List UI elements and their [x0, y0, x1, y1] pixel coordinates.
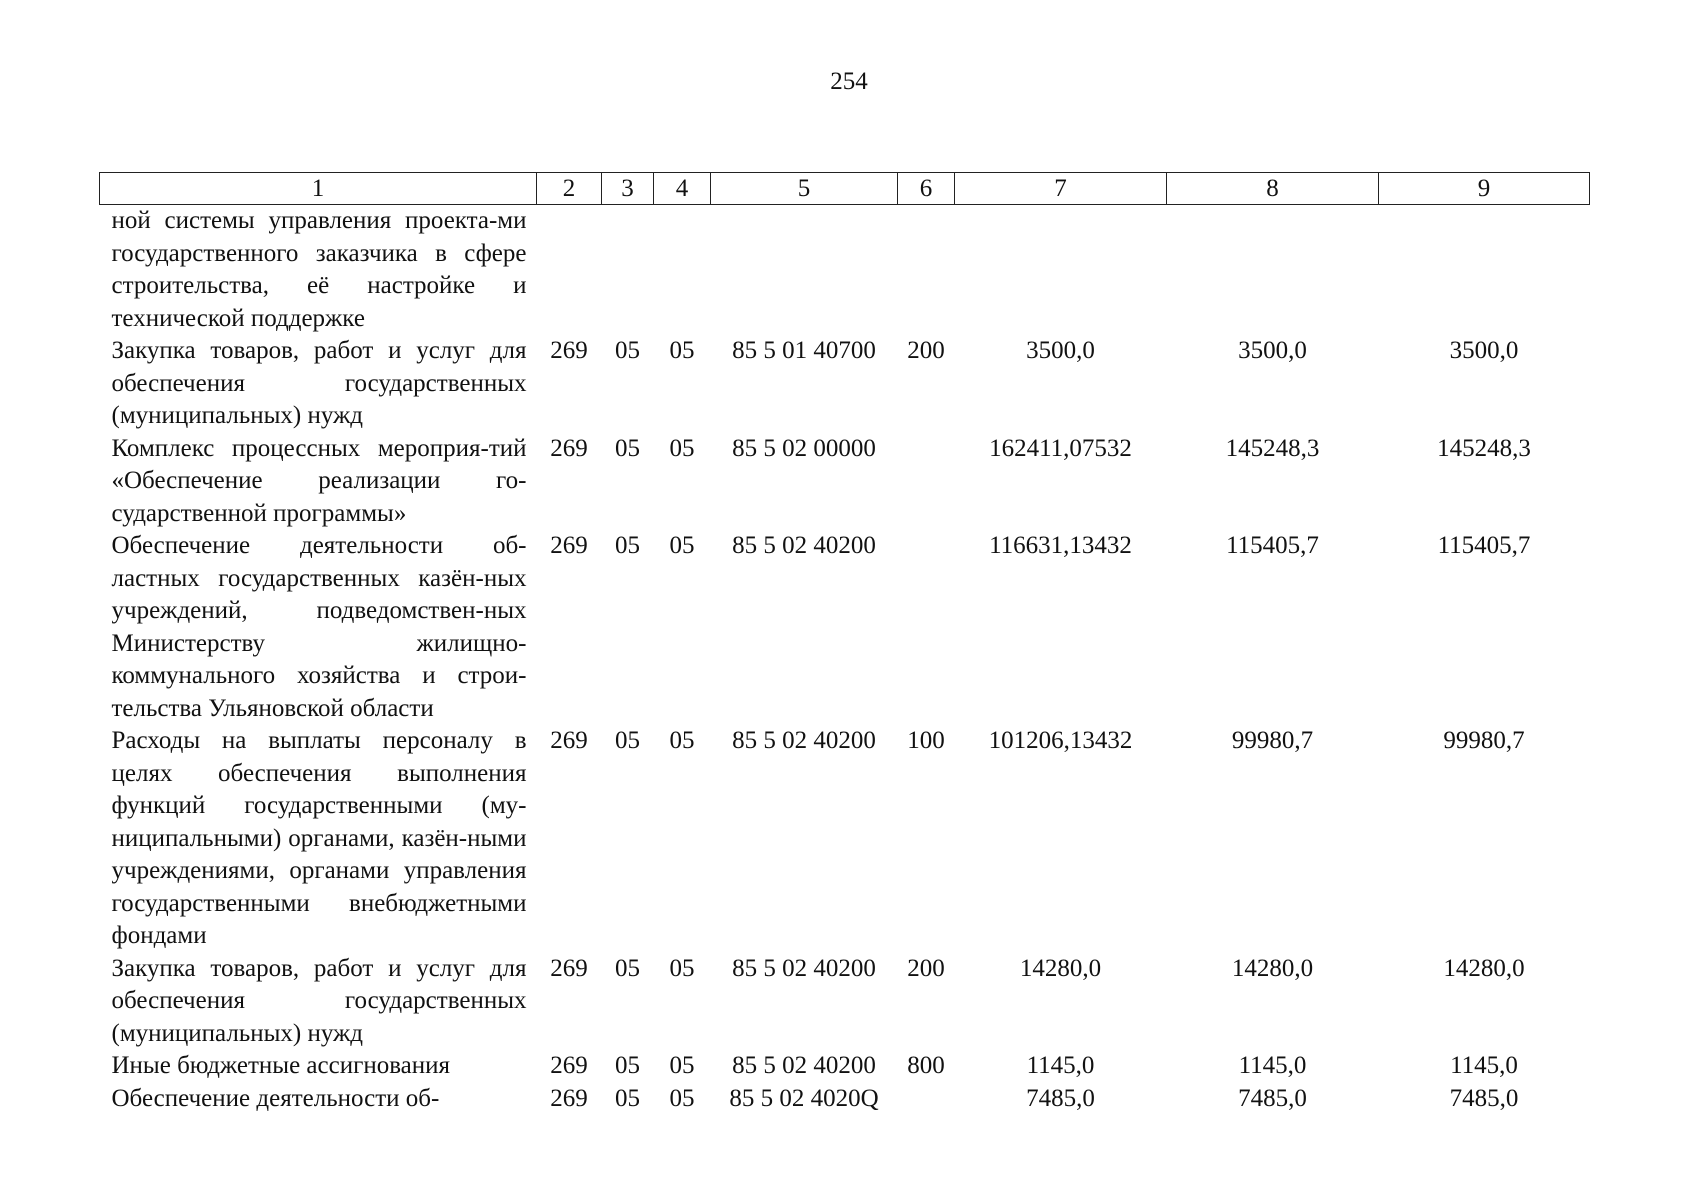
target-article-code: 85 5 02 40200 — [732, 532, 876, 559]
expense-type-code — [898, 1083, 955, 1116]
subsection-code: 05 — [669, 1052, 695, 1079]
table-row — [100, 205, 1590, 336]
subsection-code: 05 — [669, 337, 695, 364]
subsection-code: 05 — [669, 727, 695, 754]
amount-col-7: 14280,0 — [1019, 954, 1102, 982]
target-article-code — [711, 205, 898, 336]
table-row — [100, 953, 1590, 1051]
column-header-2: 2 — [537, 173, 602, 205]
amount-col-8: 3500,0 — [1238, 337, 1307, 364]
amount-col-8: 14280,0 — [1231, 954, 1314, 982]
amount-col-7: 3500,0 — [1026, 337, 1095, 364]
row-description: Закупка товаров, работ и услуг для обеспечения государственных (муниципальных) нужд — [111, 954, 527, 1047]
amount-col-8: 145248,3 — [1225, 434, 1320, 462]
section-code: 05 — [615, 1052, 640, 1079]
target-article-code: 85 5 01 40700 — [732, 337, 876, 364]
section-code — [602, 205, 654, 336]
section-code: 05 — [615, 727, 640, 754]
column-header-4: 4 — [654, 173, 711, 205]
amount-col-8: 115405,7 — [1226, 532, 1319, 559]
target-article-code: 85 5 02 40200 — [732, 954, 876, 982]
row-description: Расходы на выплаты персоналу в целях обеспечения выполнения функций государственными (му-ниципальными) органами, казён-ными учреждениями, органами управления государственными внебюджетными фондами — [111, 727, 527, 949]
page-number: 254 — [830, 68, 868, 95]
subsection-code: 05 — [669, 954, 695, 982]
amount-col-8: 1145,0 — [1238, 1052, 1307, 1079]
table-body — [100, 205, 1590, 1116]
target-article-code: 85 5 02 40200 — [732, 1052, 876, 1079]
amount-col-7: 7485,0 — [1026, 1084, 1095, 1112]
ministry-code: 269 — [550, 954, 588, 982]
ministry-code: 269 — [550, 1084, 588, 1112]
section-code: 05 — [615, 434, 640, 462]
subsection-code — [654, 205, 711, 336]
column-header-3: 3 — [602, 173, 654, 205]
expense-type-code — [898, 530, 955, 725]
amount-col-9: 115405,7 — [1437, 532, 1531, 559]
table-row — [100, 1083, 1590, 1116]
expense-type-code — [898, 205, 955, 336]
ministry-code — [537, 205, 602, 336]
expense-type-code: 200 — [907, 337, 945, 364]
amount-col-8: 99980,7 — [1231, 727, 1314, 754]
ministry-code: 269 — [550, 1052, 588, 1079]
table-header — [100, 173, 1590, 205]
column-header-9: 9 — [1379, 173, 1590, 205]
expense-type-code: 800 — [907, 1052, 945, 1079]
amount-col-9: 7485,0 — [1449, 1084, 1519, 1112]
row-description: Обеспечение деятельности об-ластных государственных казён-ных учреждений, подведомствен-ных Министерству жилищно-коммунального хозяйства и строи-тельства Ульяновской области — [111, 532, 527, 722]
subsection-code: 05 — [669, 532, 695, 559]
expense-type-code: 100 — [907, 727, 945, 754]
amount-col-7: 1145,0 — [1026, 1052, 1095, 1079]
amount-col-7: 101206,13432 — [988, 727, 1133, 754]
column-header-1: 1 — [100, 173, 537, 205]
amount-col-7 — [955, 205, 1167, 336]
header-row — [100, 173, 1590, 205]
column-header-5: 5 — [711, 173, 898, 205]
ministry-code: 269 — [550, 337, 588, 364]
expense-type-code: 200 — [907, 954, 945, 982]
target-article-code: 85 5 02 00000 — [732, 434, 876, 462]
amount-col-7: 116631,13432 — [989, 532, 1132, 559]
budget-table — [99, 172, 1590, 1115]
section-code: 05 — [615, 1084, 640, 1112]
table-row — [100, 433, 1590, 531]
row-description: Иные бюджетные ассигнования — [111, 1052, 451, 1079]
table-row — [100, 530, 1590, 725]
column-header-7: 7 — [955, 173, 1167, 205]
table-row — [100, 335, 1590, 433]
amount-col-9: 99980,7 — [1443, 727, 1525, 754]
column-header-6: 6 — [898, 173, 955, 205]
amount-col-9: 14280,0 — [1443, 954, 1525, 982]
amount-col-9 — [1379, 205, 1590, 336]
target-article-code: 85 5 02 4020Q — [729, 1084, 879, 1112]
amount-col-9: 1145,0 — [1450, 1052, 1518, 1079]
amount-col-8: 7485,0 — [1238, 1084, 1307, 1112]
section-code: 05 — [615, 337, 640, 364]
section-code: 05 — [615, 954, 640, 982]
row-description: Обеспечение деятельности об- — [111, 1084, 440, 1112]
target-article-code: 85 5 02 40200 — [732, 727, 876, 754]
ministry-code: 269 — [550, 434, 588, 462]
expense-type-code — [898, 433, 955, 531]
amount-col-7: 162411,07532 — [989, 434, 1132, 462]
ministry-code: 269 — [550, 727, 588, 754]
subsection-code: 05 — [669, 1084, 695, 1112]
column-header-8: 8 — [1167, 173, 1379, 205]
row-description: Закупка товаров, работ и услуг для обеспечения государственных (муниципальных) нужд — [111, 337, 527, 429]
section-code: 05 — [615, 532, 640, 559]
subsection-code: 05 — [669, 434, 695, 462]
row-description: ной системы управления проекта-ми государственного заказчика в сфере строительства, её настройке и технической поддержке — [111, 207, 527, 332]
row-description: Комплекс процессных мероприя-тий «Обеспечение реализации го-сударственной программы» — [111, 434, 527, 527]
table-row — [100, 1050, 1590, 1083]
amount-col-9: 3500,0 — [1449, 337, 1519, 364]
ministry-code: 269 — [550, 532, 588, 559]
amount-col-9: 145248,3 — [1437, 434, 1531, 462]
amount-col-8 — [1167, 205, 1379, 336]
table-row — [100, 725, 1590, 953]
